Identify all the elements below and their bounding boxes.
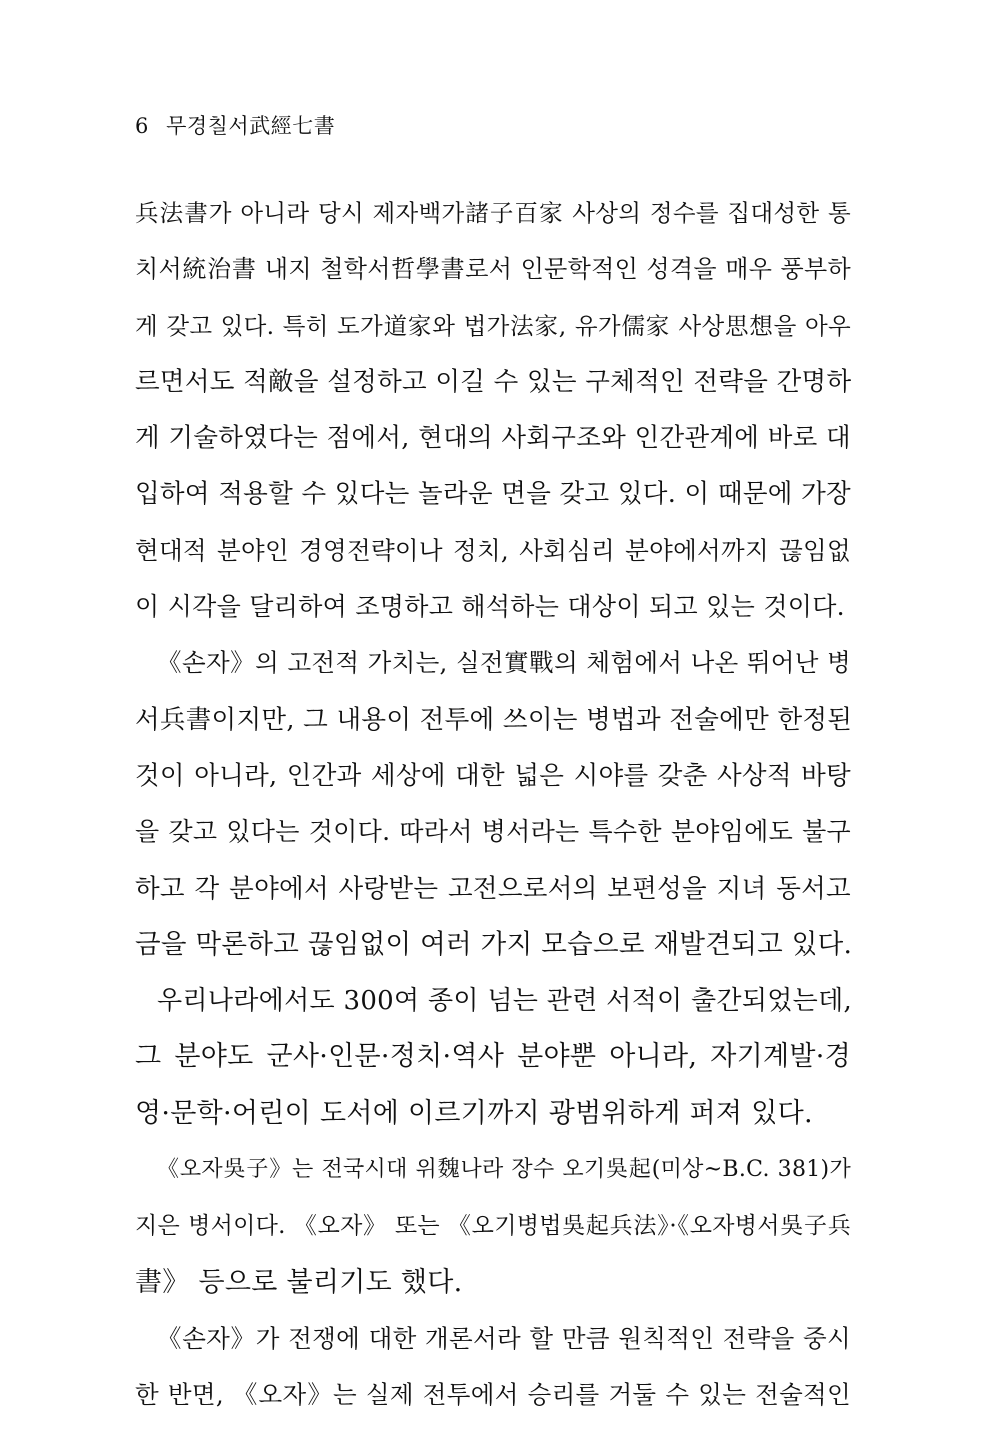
text-line: 兵法書가 아니라 당시 제자백가諸子百家 사상의 정수를 집대성한 통 <box>135 199 851 227</box>
paragraph-start-line: 《손자》가 전쟁에 대한 개론서라 할 만큼 원칙적인 전략을 중시 <box>157 1323 851 1353</box>
text-line: 금을 막론하고 끊임없이 여러 가지 모습으로 재발견되고 있다. <box>135 928 853 960</box>
page-number: 6 <box>135 114 149 138</box>
body-text <box>135 185 851 1424</box>
paragraph-start-line: 우리나라에서도 300여 종이 넘는 관련 서적이 출간되었는데, <box>157 986 853 1017</box>
text-line: 현대적 분야인 경영전략이나 정치, 사회심리 분야에서까지 끊임없 <box>135 535 851 565</box>
text-line: 그 분야도 군사·인문·정치·역사 분야뿐 아니라, 자기계발·경 <box>135 1041 851 1073</box>
text-line: 영·문학·어린이 도서에 이르기까지 광범위하게 퍼져 있다. <box>135 1097 813 1129</box>
running-header <box>135 110 335 140</box>
text-line: 입하여 적용할 수 있다는 놀라운 면을 갖고 있다. 이 때문에 가장 <box>135 479 851 510</box>
paragraph-start-line: 《손자》의 고전적 가치는, 실전實戰의 체험에서 나온 뛰어난 병 <box>157 648 851 678</box>
book-title: 무경칠서武經七書 <box>166 114 336 138</box>
text-line: 한 반면, 《오자》는 실제 전투에서 승리를 거둘 수 있는 전술적인 <box>135 1380 851 1410</box>
text-line: 게 갖고 있다. 특히 도가道家와 법가法家, 유가儒家 사상思想을 아우 <box>135 311 851 340</box>
text-line: 르면서도 적敵을 설정하고 이길 수 있는 구체적인 전략을 간명하 <box>135 366 852 397</box>
text-line: 이 시각을 달리하여 조명하고 해석하는 대상이 되고 있는 것이다. <box>135 592 845 622</box>
text-line: 을 갖고 있다는 것이다. 따라서 병서라는 특수한 분야임에도 불구 <box>135 817 851 847</box>
text-line: 書》 등으로 불리기도 했다. <box>135 1266 463 1298</box>
text-line: 서兵書이지만, 그 내용이 전투에 쓰이는 병법과 전술에만 한정된 <box>135 704 853 735</box>
text-line: 게 기술하였다는 점에서, 현대의 사회구조와 인간관계에 바로 대 <box>135 423 851 454</box>
text-line: 하고 각 분야에서 사랑받는 고전으로서의 보편성을 지녀 동서고 <box>135 873 851 904</box>
text-line: 지은 병서이다. 《오자》 또는 《오기병법吳起兵法》·《오자병서吳子兵 <box>135 1213 851 1240</box>
text-line: 치서統治書 내지 철학서哲學書로서 인문학적인 성격을 매우 풍부하 <box>135 255 851 284</box>
text-line: 것이 아니라, 인간과 세상에 대한 넓은 시야를 갖춘 사상적 바탕 <box>135 760 851 791</box>
paragraph-start-line: 《오자吳子》는 전국시대 위魏나라 장수 오기吳起(미상~B.C. 381)가 <box>157 1157 851 1183</box>
